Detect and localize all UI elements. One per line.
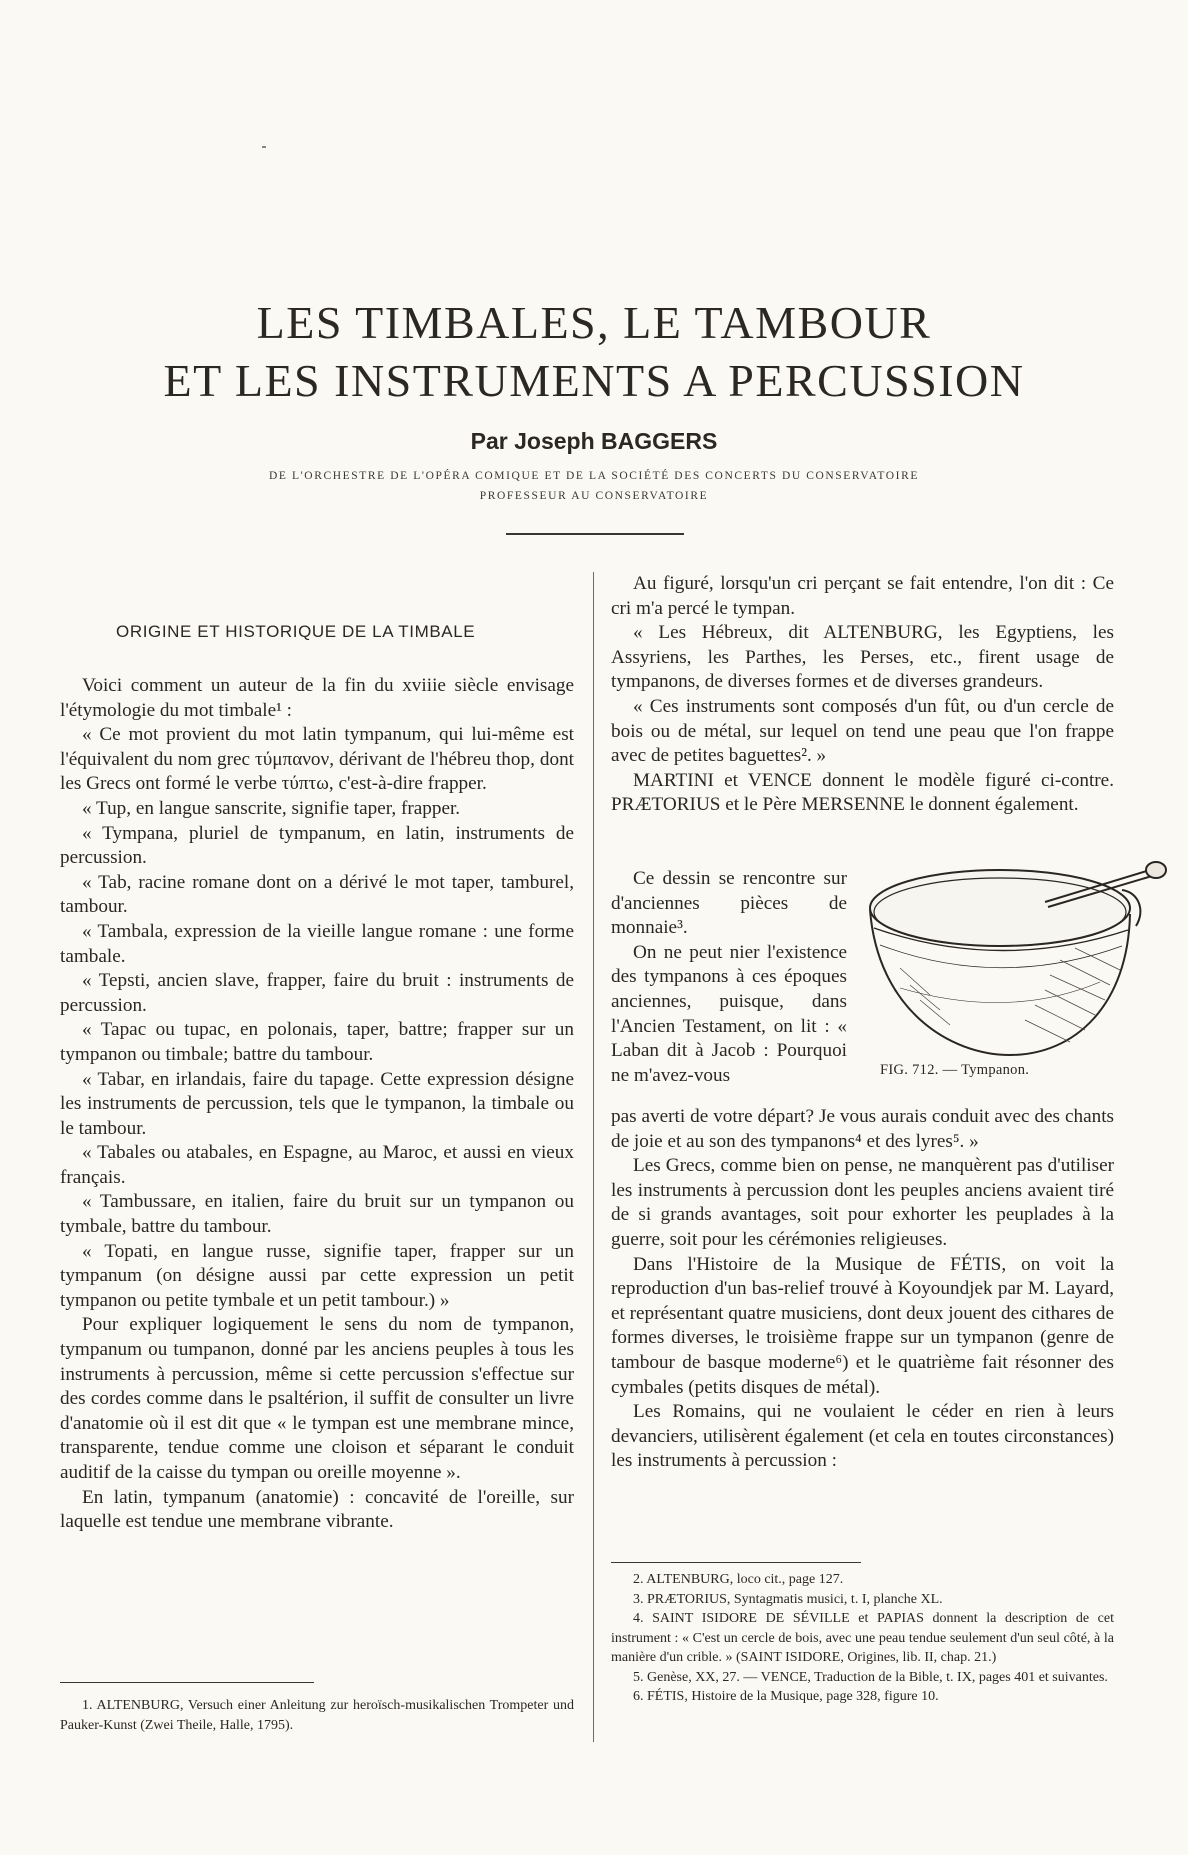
tympanon-illustration — [860, 850, 1174, 1062]
paragraph: Les Romains, qui ne voulaient le céder en rien à leurs devanciers, utilisèrent également (et cela en toutes circonstances) les instruments à percussion : — [611, 1401, 1114, 1472]
author-byline: Par Joseph BAGGERS — [470, 428, 718, 454]
paragraph: pas averti de votre départ? Je vous aurais conduit avec des chants de joie et au son des tympanons⁴ et des lyres⁵. » — [611, 1106, 1114, 1152]
paragraph: Ce dessin se rencontre sur d'anciennes pièces de monnaie³. — [611, 868, 847, 939]
paragraph: « Tapac ou tupac, en polonais, taper, battre; frapper sur un tympanon ou timbale; battre du tambour. — [60, 1019, 574, 1065]
paragraph: « Tambussare, en italien, faire du bruit sur un tympanon ou tymbale, battre du tambour. — [60, 1191, 574, 1238]
footnote: 1. ALTENBURG, Versuch einer Anleitung zur heroïsch-musikalischen Trompeter und Pauker-Kunst (Zwei Theile, Halle, 1795). — [60, 1698, 574, 1733]
paragraph: Voici comment un auteur de la fin du xviiie siècle envisage l'étymologie du mot timbale¹ : — [60, 675, 574, 721]
right-column-top — [611, 572, 1114, 818]
section-heading: ORIGINE ET HISTORIQUE DE LA TIMBALE — [116, 622, 476, 641]
footnote: 6. FÉTIS, Histoire de la Musique, page 328, figure 10. — [633, 1689, 939, 1704]
paragraph: En latin, tympanum (anatomie) : concavité de l'oreille, sur laquelle est tendue une membrane vibrante. — [60, 1486, 574, 1533]
paragraph: « Tabar, en irlandais, faire du tapage. Cette expression désigne les instruments de percussion, tels que le tympanon, la timbale ou le tambour. — [60, 1068, 574, 1139]
page-mark — [262, 146, 266, 148]
paragraph: Au figuré, lorsqu'un cri perçant se fait entendre, l'on dit : Ce cri m'a percé le tympan. — [611, 573, 1114, 619]
paragraph: « Les Hébreux, dit ALTENBURG, les Egyptiens, les Assyriens, les Parthes, les Perses, etc., firent usage de tympanons, de diverses formes et de diverses grandeurs. — [611, 622, 1114, 693]
footnote: 4. SAINT ISIDORE DE SÉVILLE et PAPIAS donnent la description de cet instrument : « C'est un cercle de bois, avec une peau tendue seulement d'un seul côté, à la manière d'un crible. » (SAINT ISIDORE, Origines, lib. II, chap. 21.) — [611, 1611, 1114, 1665]
paragraph: « Tup, en langue sanscrite, signifie taper, frapper. — [82, 797, 461, 819]
footnote-rule — [60, 1682, 314, 1683]
paragraph: « Tabales ou atabales, en Espagne, au Maroc, et aussi en vieux français. — [60, 1142, 574, 1188]
paragraph: MARTINI et VENCE donnent le modèle figuré ci-contre. PRÆTORIUS et le Père MERSENNE le donnent également. — [611, 769, 1114, 816]
right-column-bottom — [611, 1105, 1114, 1474]
author-affiliation-1: DE L'ORCHESTRE DE L'OPÉRA COMIQUE ET DE LA SOCIÉTÉ DES CONCERTS DU CONSERVATOIRE — [269, 470, 919, 482]
paragraph: « Ce mot provient du mot latin tympanum, qui lui-même est l'équivalent du nom grec τύμπανον, dérivant de l'hébreu thop, dont les Grecs ont formé le verbe τύπτω, c'est-à-dire frapper. — [60, 724, 574, 795]
figure-caption: FIG. 712. — Tympanon. — [880, 1062, 1030, 1078]
footnotes-right — [611, 1570, 1114, 1707]
paragraph: « Topati, en langue russe, signifie taper, frapper sur un tympanum (on désigne aussi par cette expression un petit tympanon ou petite tymbale et un petit tambour.) » — [60, 1240, 574, 1311]
right-column-wrap — [611, 867, 847, 1088]
paragraph: « Ces instruments sont composés d'un fût, ou d'un cercle de bois ou de métal, sur lequel on tend une peau que l'on frappe avec de petites baguettes². » — [611, 695, 1114, 767]
title-line-2: ET LES INSTRUMENTS A PERCUSSION — [163, 355, 1025, 406]
author-affiliation-2: PROFESSEUR AU CONSERVATOIRE — [479, 490, 709, 502]
paragraph: « Tambala, expression de la vieille langue romane : une forme tambale. — [60, 920, 574, 967]
paragraph: On ne peut nier l'existence des tympanons à ces époques anciennes, puisque, dans l'Ancien Testament, on lit : « Laban dit à Jacob : Pourquoi ne m'avez-vous — [611, 941, 847, 1086]
paragraph: Pour expliquer logiquement le sens du nom de tympanon, tympanum ou tumpanon, donné par les anciens peuples à tous les instruments à percussion, même si cette percussion s'effectue sur des cordes comme dans le psaltérion, il suffit de consulter un livre d'anatomie où il est dit que « le tympan est une membrane mince, transparente, tendue comme une cloison et séparant le conduit auditif de la caisse du tympan ou oreille moyenne ». — [60, 1314, 574, 1483]
footnotes-left — [60, 1696, 574, 1735]
paragraph: Dans l'Histoire de la Musique de FÉTIS, on voit la reproduction d'un bas-relief trouvé à Koyoundjek par M. Layard, et représentant quatre musiciens, dont deux jouent des cithares de formes diverses, le troisième frappe sur un tympanon (genre de tambour de basque moderne⁶) et le quatrième fait résonner des cymbales (petits disques de métal). — [611, 1253, 1114, 1398]
paragraph: « Tympana, pluriel de tympanum, en latin, instruments de percussion. — [60, 822, 574, 869]
paragraph: « Tab, racine romane dont on a dérivé le mot taper, tamburel, tambour. — [60, 871, 574, 918]
paragraph: « Tepsti, ancien slave, frapper, faire du bruit : instruments de percussion. — [60, 970, 574, 1016]
header-rule — [506, 533, 684, 535]
footnote-rule — [611, 1562, 861, 1563]
left-column-body — [60, 674, 574, 1535]
column-divider — [593, 572, 594, 1742]
footnote: 3. PRÆTORIUS, Syntagmatis musici, t. I, planche XL. — [633, 1591, 943, 1607]
footnote: 2. ALTENBURG, loco cit., page 127. — [633, 1572, 844, 1587]
paragraph: Les Grecs, comme bien on pense, ne manquèrent pas d'utiliser les instruments à percussion dont les peuples anciens avaient tiré de si grands avantages, soit pour exhorter les peuplades à la guerre, soit pour les cérémonies religieuses. — [611, 1155, 1114, 1250]
footnote: 5. Genèse, XX, 27. — VENCE, Traduction de la Bible, t. IX, pages 401 et suivantes. — [633, 1669, 1108, 1685]
title-line-1: LES TIMBALES, LE TAMBOUR — [256, 297, 932, 348]
